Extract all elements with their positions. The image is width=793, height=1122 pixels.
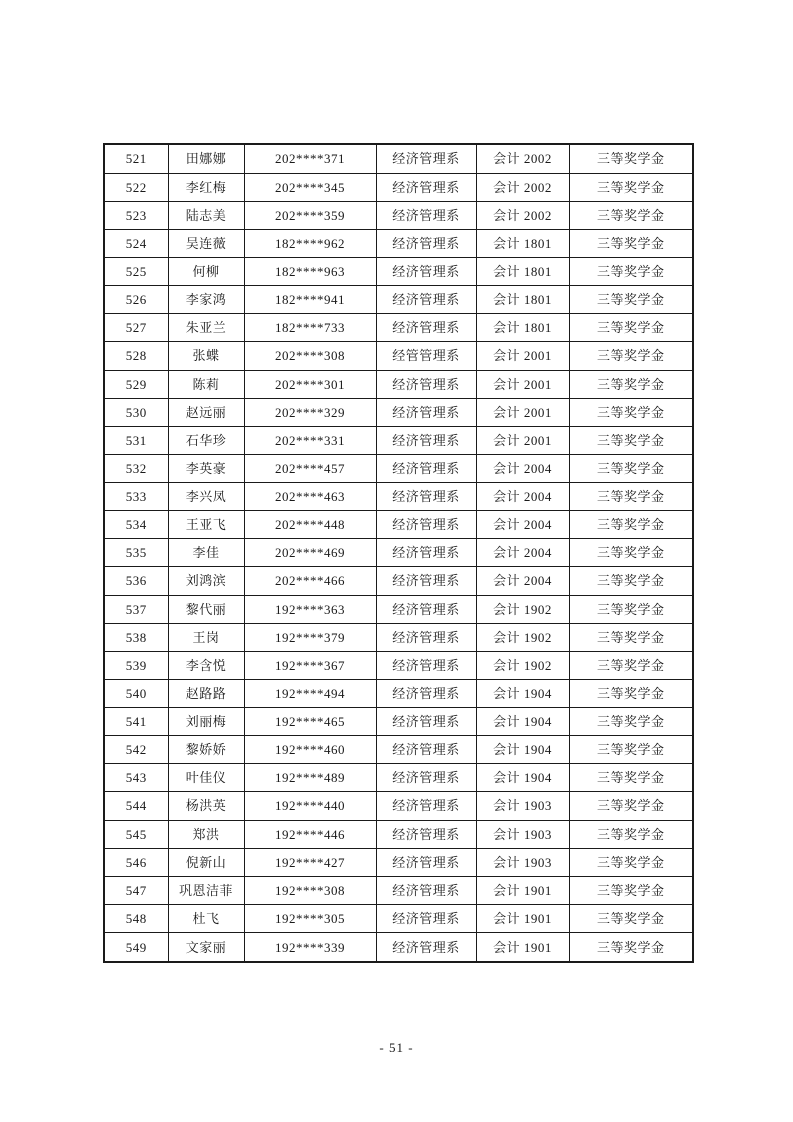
cell-award: 三等奖学金 xyxy=(569,595,693,623)
cell-department: 经济管理系 xyxy=(376,201,476,229)
cell-class: 会计 1904 xyxy=(476,736,569,764)
table-row xyxy=(104,342,693,370)
cell-serial-number: 543 xyxy=(104,764,168,792)
cell-department: 经济管理系 xyxy=(376,454,476,482)
cell-serial-number: 548 xyxy=(104,904,168,932)
cell-student-id: 192****446 xyxy=(244,820,376,848)
cell-student-name: 叶佳仪 xyxy=(168,764,244,792)
table-row xyxy=(104,426,693,454)
table-row xyxy=(104,567,693,595)
cell-class: 会计 1904 xyxy=(476,708,569,736)
cell-student-name: 李含悦 xyxy=(168,651,244,679)
cell-department: 经济管理系 xyxy=(376,539,476,567)
cell-student-id: 202****463 xyxy=(244,483,376,511)
cell-award: 三等奖学金 xyxy=(569,426,693,454)
cell-serial-number: 538 xyxy=(104,623,168,651)
table-row xyxy=(104,933,693,962)
cell-department: 经济管理系 xyxy=(376,848,476,876)
cell-department: 经济管理系 xyxy=(376,286,476,314)
cell-class: 会计 1902 xyxy=(476,651,569,679)
cell-serial-number: 528 xyxy=(104,342,168,370)
cell-award: 三等奖学金 xyxy=(569,144,693,173)
cell-department: 经济管理系 xyxy=(376,820,476,848)
cell-class: 会计 1901 xyxy=(476,876,569,904)
cell-award: 三等奖学金 xyxy=(569,398,693,426)
table-row xyxy=(104,173,693,201)
cell-student-id: 192****489 xyxy=(244,764,376,792)
cell-student-id: 192****367 xyxy=(244,651,376,679)
cell-student-name: 杨洪英 xyxy=(168,792,244,820)
cell-serial-number: 536 xyxy=(104,567,168,595)
cell-department: 经济管理系 xyxy=(376,623,476,651)
table-row xyxy=(104,539,693,567)
cell-student-id: 202****448 xyxy=(244,511,376,539)
cell-serial-number: 547 xyxy=(104,876,168,904)
cell-student-name: 李佳 xyxy=(168,539,244,567)
cell-student-name: 石华珍 xyxy=(168,426,244,454)
cell-award: 三等奖学金 xyxy=(569,876,693,904)
cell-award: 三等奖学金 xyxy=(569,173,693,201)
cell-award: 三等奖学金 xyxy=(569,539,693,567)
cell-serial-number: 522 xyxy=(104,173,168,201)
cell-student-id: 192****339 xyxy=(244,933,376,962)
cell-student-id: 202****345 xyxy=(244,173,376,201)
cell-student-name: 赵路路 xyxy=(168,679,244,707)
cell-award: 三等奖学金 xyxy=(569,314,693,342)
cell-class: 会计 2002 xyxy=(476,144,569,173)
cell-class: 会计 2001 xyxy=(476,342,569,370)
cell-student-name: 朱亚兰 xyxy=(168,314,244,342)
cell-student-name: 刘鸿滨 xyxy=(168,567,244,595)
cell-student-name: 郑洪 xyxy=(168,820,244,848)
cell-serial-number: 534 xyxy=(104,511,168,539)
cell-student-name: 王亚飞 xyxy=(168,511,244,539)
cell-student-name: 黎娇娇 xyxy=(168,736,244,764)
cell-student-id: 182****963 xyxy=(244,258,376,286)
table-row xyxy=(104,651,693,679)
cell-award: 三等奖学金 xyxy=(569,679,693,707)
table-row xyxy=(104,314,693,342)
cell-award: 三等奖学金 xyxy=(569,764,693,792)
cell-department: 经管管理系 xyxy=(376,342,476,370)
cell-class: 会计 2004 xyxy=(476,539,569,567)
cell-class: 会计 1903 xyxy=(476,820,569,848)
cell-student-name: 吴连薇 xyxy=(168,229,244,257)
cell-department: 经济管理系 xyxy=(376,144,476,173)
cell-award: 三等奖学金 xyxy=(569,651,693,679)
cell-student-id: 192****305 xyxy=(244,904,376,932)
cell-class: 会计 2004 xyxy=(476,511,569,539)
cell-serial-number: 532 xyxy=(104,454,168,482)
cell-award: 三等奖学金 xyxy=(569,567,693,595)
cell-serial-number: 530 xyxy=(104,398,168,426)
cell-award: 三等奖学金 xyxy=(569,286,693,314)
cell-serial-number: 539 xyxy=(104,651,168,679)
cell-award: 三等奖学金 xyxy=(569,623,693,651)
cell-serial-number: 535 xyxy=(104,539,168,567)
cell-department: 经济管理系 xyxy=(376,876,476,904)
cell-department: 经济管理系 xyxy=(376,736,476,764)
cell-student-name: 王岗 xyxy=(168,623,244,651)
cell-student-id: 202****308 xyxy=(244,342,376,370)
page-number: - 51 - xyxy=(379,1040,414,1055)
cell-student-id: 192****465 xyxy=(244,708,376,736)
cell-class: 会计 1902 xyxy=(476,595,569,623)
cell-student-id: 202****466 xyxy=(244,567,376,595)
table-row xyxy=(104,454,693,482)
cell-student-id: 202****301 xyxy=(244,370,376,398)
cell-class: 会计 1903 xyxy=(476,848,569,876)
table-row xyxy=(104,370,693,398)
table-row xyxy=(104,398,693,426)
cell-serial-number: 524 xyxy=(104,229,168,257)
cell-student-name: 李兴凤 xyxy=(168,483,244,511)
cell-award: 三等奖学金 xyxy=(569,736,693,764)
cell-student-name: 文家丽 xyxy=(168,933,244,962)
table-row xyxy=(104,229,693,257)
cell-serial-number: 521 xyxy=(104,144,168,173)
cell-department: 经济管理系 xyxy=(376,314,476,342)
cell-student-id: 192****494 xyxy=(244,679,376,707)
cell-serial-number: 540 xyxy=(104,679,168,707)
cell-serial-number: 523 xyxy=(104,201,168,229)
cell-student-name: 倪新山 xyxy=(168,848,244,876)
table-row xyxy=(104,201,693,229)
cell-student-id: 182****941 xyxy=(244,286,376,314)
cell-award: 三等奖学金 xyxy=(569,708,693,736)
cell-student-id: 192****379 xyxy=(244,623,376,651)
scholarship-table xyxy=(103,143,694,963)
cell-class: 会计 1903 xyxy=(476,792,569,820)
cell-student-id: 202****469 xyxy=(244,539,376,567)
cell-department: 经济管理系 xyxy=(376,567,476,595)
cell-award: 三等奖学金 xyxy=(569,933,693,962)
table-row xyxy=(104,708,693,736)
cell-department: 经济管理系 xyxy=(376,370,476,398)
cell-student-name: 李红梅 xyxy=(168,173,244,201)
cell-student-name: 巩恩洁菲 xyxy=(168,876,244,904)
cell-class: 会计 1902 xyxy=(476,623,569,651)
cell-serial-number: 525 xyxy=(104,258,168,286)
cell-class: 会计 1901 xyxy=(476,933,569,962)
cell-serial-number: 545 xyxy=(104,820,168,848)
table-body xyxy=(104,144,693,962)
cell-department: 经济管理系 xyxy=(376,764,476,792)
table-row xyxy=(104,144,693,173)
cell-department: 经济管理系 xyxy=(376,595,476,623)
table-row xyxy=(104,764,693,792)
cell-student-name: 陈莉 xyxy=(168,370,244,398)
cell-class: 会计 1901 xyxy=(476,904,569,932)
cell-award: 三等奖学金 xyxy=(569,483,693,511)
cell-student-id: 182****733 xyxy=(244,314,376,342)
cell-student-id: 192****427 xyxy=(244,848,376,876)
cell-class: 会计 2001 xyxy=(476,398,569,426)
cell-award: 三等奖学金 xyxy=(569,342,693,370)
cell-student-name: 何柳 xyxy=(168,258,244,286)
cell-department: 经济管理系 xyxy=(376,483,476,511)
table-row xyxy=(104,848,693,876)
cell-award: 三等奖学金 xyxy=(569,848,693,876)
table-row xyxy=(104,736,693,764)
cell-student-name: 黎代丽 xyxy=(168,595,244,623)
table-row xyxy=(104,483,693,511)
cell-student-id: 192****440 xyxy=(244,792,376,820)
cell-class: 会计 2004 xyxy=(476,567,569,595)
cell-student-name: 赵远丽 xyxy=(168,398,244,426)
cell-serial-number: 537 xyxy=(104,595,168,623)
cell-department: 经济管理系 xyxy=(376,258,476,286)
cell-class: 会计 1904 xyxy=(476,679,569,707)
cell-department: 经济管理系 xyxy=(376,651,476,679)
cell-class: 会计 1801 xyxy=(476,286,569,314)
cell-department: 经济管理系 xyxy=(376,904,476,932)
cell-award: 三等奖学金 xyxy=(569,904,693,932)
cell-award: 三等奖学金 xyxy=(569,511,693,539)
table-row xyxy=(104,258,693,286)
cell-class: 会计 2001 xyxy=(476,370,569,398)
cell-student-name: 张蝶 xyxy=(168,342,244,370)
table-row xyxy=(104,876,693,904)
table-row xyxy=(104,595,693,623)
cell-serial-number: 531 xyxy=(104,426,168,454)
cell-serial-number: 544 xyxy=(104,792,168,820)
cell-serial-number: 533 xyxy=(104,483,168,511)
table-row xyxy=(104,792,693,820)
cell-award: 三等奖学金 xyxy=(569,792,693,820)
cell-department: 经济管理系 xyxy=(376,708,476,736)
table-row xyxy=(104,286,693,314)
cell-student-id: 192****460 xyxy=(244,736,376,764)
cell-department: 经济管理系 xyxy=(376,229,476,257)
cell-serial-number: 527 xyxy=(104,314,168,342)
cell-class: 会计 2004 xyxy=(476,483,569,511)
cell-student-id: 202****359 xyxy=(244,201,376,229)
cell-student-id: 182****962 xyxy=(244,229,376,257)
cell-class: 会计 1801 xyxy=(476,258,569,286)
cell-award: 三等奖学金 xyxy=(569,201,693,229)
cell-department: 经济管理系 xyxy=(376,426,476,454)
table-row xyxy=(104,511,693,539)
cell-class: 会计 1801 xyxy=(476,229,569,257)
cell-student-id: 202****331 xyxy=(244,426,376,454)
cell-award: 三等奖学金 xyxy=(569,370,693,398)
cell-student-id: 202****457 xyxy=(244,454,376,482)
cell-student-name: 陆志美 xyxy=(168,201,244,229)
cell-award: 三等奖学金 xyxy=(569,258,693,286)
cell-class: 会计 1801 xyxy=(476,314,569,342)
cell-department: 经济管理系 xyxy=(376,933,476,962)
cell-class: 会计 2001 xyxy=(476,426,569,454)
cell-department: 经济管理系 xyxy=(376,173,476,201)
cell-student-id: 192****308 xyxy=(244,876,376,904)
cell-serial-number: 549 xyxy=(104,933,168,962)
cell-class: 会计 2002 xyxy=(476,173,569,201)
cell-department: 经济管理系 xyxy=(376,511,476,539)
cell-award: 三等奖学金 xyxy=(569,454,693,482)
cell-award: 三等奖学金 xyxy=(569,820,693,848)
cell-student-name: 杜飞 xyxy=(168,904,244,932)
cell-serial-number: 546 xyxy=(104,848,168,876)
cell-student-name: 田娜娜 xyxy=(168,144,244,173)
cell-department: 经济管理系 xyxy=(376,679,476,707)
cell-award: 三等奖学金 xyxy=(569,229,693,257)
cell-student-id: 202****371 xyxy=(244,144,376,173)
table-row xyxy=(104,820,693,848)
table-row xyxy=(104,679,693,707)
cell-student-id: 202****329 xyxy=(244,398,376,426)
cell-class: 会计 2004 xyxy=(476,454,569,482)
cell-serial-number: 541 xyxy=(104,708,168,736)
cell-serial-number: 529 xyxy=(104,370,168,398)
cell-class: 会计 2002 xyxy=(476,201,569,229)
cell-serial-number: 542 xyxy=(104,736,168,764)
cell-student-name: 刘丽梅 xyxy=(168,708,244,736)
cell-department: 经济管理系 xyxy=(376,398,476,426)
cell-student-name: 李家鸿 xyxy=(168,286,244,314)
table-row xyxy=(104,623,693,651)
cell-serial-number: 526 xyxy=(104,286,168,314)
cell-student-name: 李英豪 xyxy=(168,454,244,482)
cell-class: 会计 1904 xyxy=(476,764,569,792)
cell-student-id: 192****363 xyxy=(244,595,376,623)
cell-department: 经济管理系 xyxy=(376,792,476,820)
table-row xyxy=(104,904,693,932)
